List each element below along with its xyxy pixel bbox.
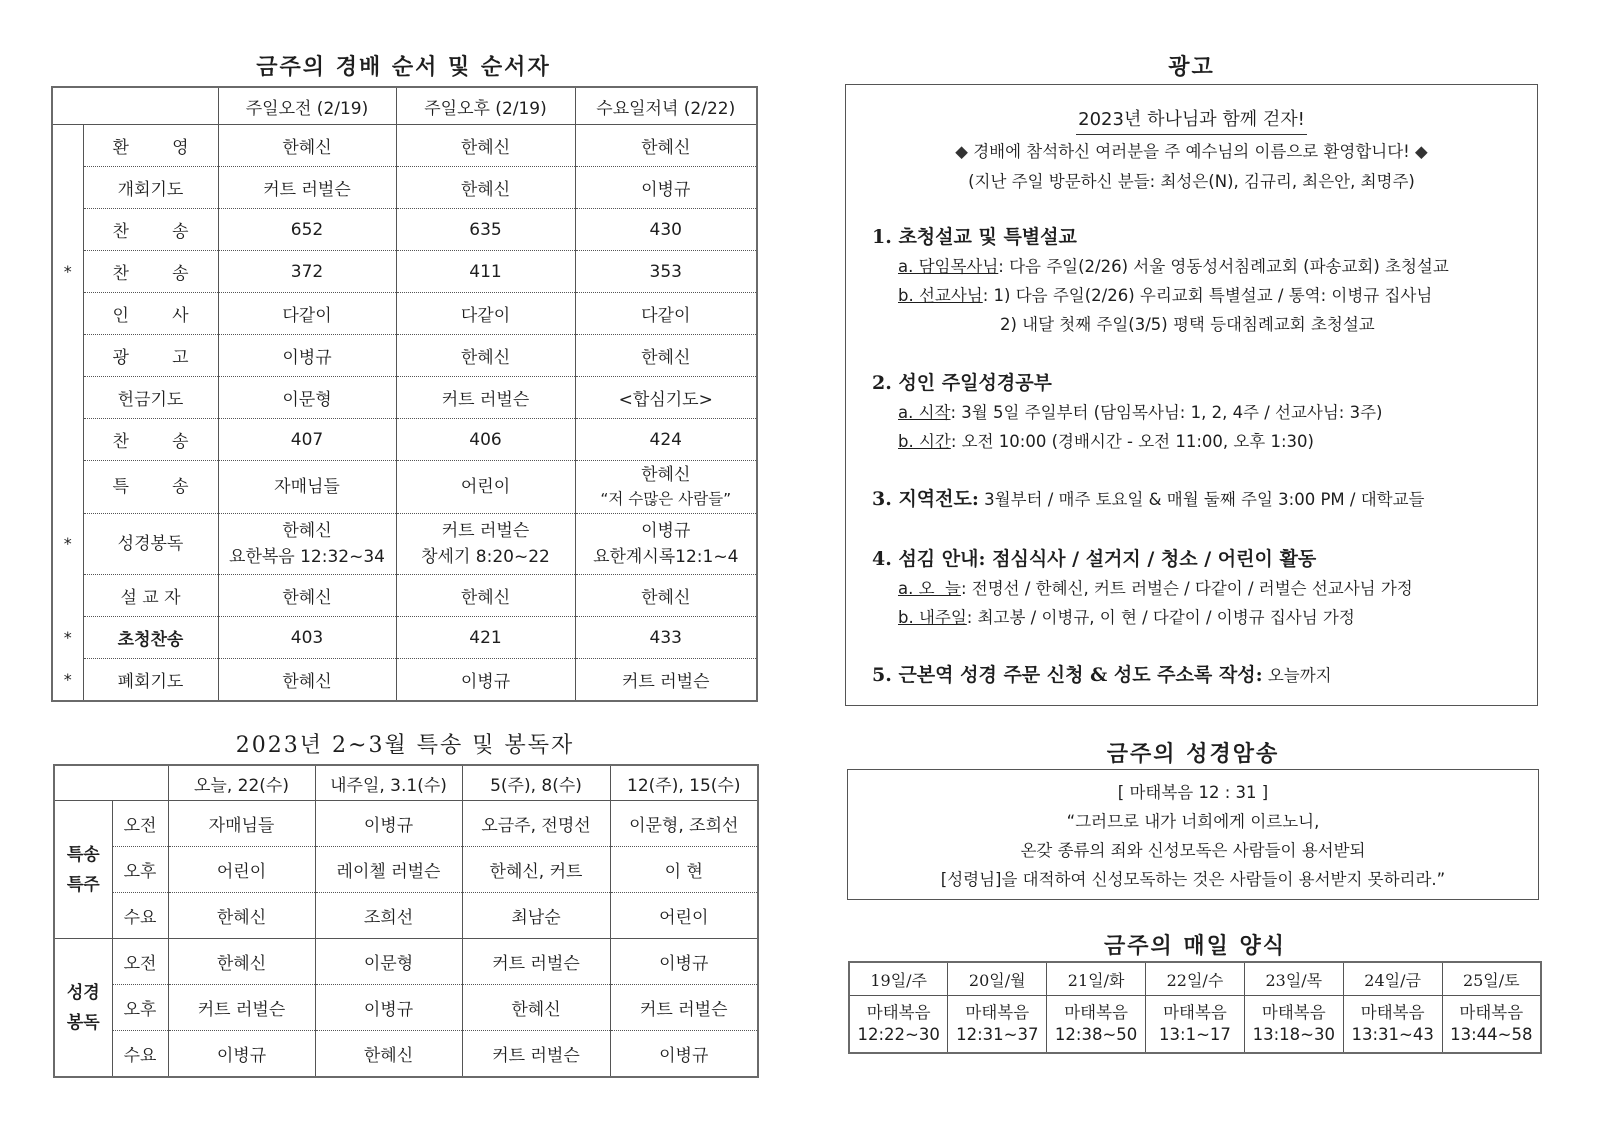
- cell: <합심기도>: [575, 377, 757, 419]
- cell: [396, 514, 575, 575]
- cell: [575, 461, 757, 514]
- cell: 커트 러벌슨: [462, 939, 610, 985]
- table-row: [54, 939, 758, 985]
- cell: 372: [218, 251, 396, 293]
- cell: 레이첼 러벌슨: [315, 847, 462, 893]
- row-label: 인 사: [83, 293, 218, 335]
- ad-item: [872, 544, 1413, 632]
- ad-item-title: 2. 성인 주일성경공부: [872, 372, 1052, 394]
- cell: 한혜신: [396, 125, 575, 167]
- cell: 커트 러벌슨: [610, 985, 758, 1031]
- cell: 한혜신: [462, 985, 610, 1031]
- cell: 한혜신: [218, 659, 396, 702]
- verse-line: [성령님]을 대적하여 신성모독하는 것은 사람들이 용서받지 못하리라.”: [940, 870, 1446, 889]
- row-label: 헌금기도: [83, 377, 218, 419]
- cell: 한혜신: [396, 335, 575, 377]
- day-header: 22일/수: [1146, 962, 1245, 996]
- cell-subline: 요한복음 12:32~34: [229, 547, 385, 567]
- day-header: 19일/주: [849, 962, 948, 996]
- time-label: 수요: [112, 893, 168, 939]
- row-label: 폐회기도: [83, 659, 218, 702]
- cell: 자매님들: [218, 461, 396, 514]
- ad-sub: b. 내주일: 최고봉 / 이병규, 이 현 / 다같이 / 이병규 집사님 가정: [898, 608, 1355, 627]
- cell: 이문형: [218, 377, 396, 419]
- star-marker: [52, 575, 83, 617]
- cell: 한혜신: [315, 1031, 462, 1078]
- cell: 이병규: [168, 1031, 315, 1078]
- cell: 자매님들: [168, 801, 315, 847]
- star-marker: *: [52, 251, 83, 293]
- reading-cell: 마태복음 13:1~17: [1146, 996, 1245, 1054]
- cell: 한혜신, 커트: [462, 847, 610, 893]
- row-label: 설 교 자: [83, 575, 218, 617]
- cell: 한혜신: [218, 575, 396, 617]
- time-label: 수요: [112, 1031, 168, 1078]
- table-row: [52, 617, 757, 659]
- verse-reference: [ 마태복음 12 : 31 ]: [1117, 783, 1269, 802]
- ad-item-title: 3. 지역전도:: [872, 488, 979, 510]
- star-marker: *: [52, 617, 83, 659]
- ad-item-text: 오늘까지: [1262, 666, 1332, 685]
- row-label: 찬 송: [83, 419, 218, 461]
- reading-cell: 마태복음 12:22~30: [849, 996, 948, 1054]
- table-header-row: [54, 765, 758, 801]
- cell-subline: 창세기 8:20~22: [421, 547, 550, 567]
- cell: 어린이: [610, 893, 758, 939]
- table-row: [52, 209, 757, 251]
- cell: 433: [575, 617, 757, 659]
- cell: 최남순: [462, 893, 610, 939]
- day-header: 20일/월: [948, 962, 1047, 996]
- table-row: [54, 801, 758, 847]
- star-marker: [52, 167, 83, 209]
- table-row: [52, 167, 757, 209]
- verse-section-title: 금주의 성경암송: [1106, 741, 1280, 767]
- cell: 한혜신: [168, 893, 315, 939]
- ad-item-text: 3월부터 / 매주 토요일 & 매월 둘째 주일 3:00 PM / 대학교들: [978, 490, 1425, 509]
- ad-sub: b. 시간: 오전 10:00 (경배시간 - 오전 11:00, 오후 1:30): [898, 432, 1314, 451]
- column-header: 12(주), 15(수): [610, 765, 758, 801]
- special-readers-table: [53, 764, 759, 1078]
- table-row: [52, 514, 757, 575]
- cell: 어린이: [168, 847, 315, 893]
- table-row: [52, 419, 757, 461]
- cell: 406: [396, 419, 575, 461]
- cell: 이병규: [610, 1031, 758, 1078]
- worship-order-table: [51, 86, 758, 702]
- cell: 다같이: [396, 293, 575, 335]
- cell: [218, 514, 396, 575]
- column-header: 주일오후 (2/19): [396, 87, 575, 125]
- star-marker: *: [52, 659, 83, 702]
- cell: 커트 러벌슨: [575, 659, 757, 702]
- star-marker: *: [52, 514, 83, 575]
- table-row: [52, 125, 757, 167]
- cell: 이병규: [396, 659, 575, 702]
- verse-line: “그러므로 내가 너희에게 이르노니,: [1066, 812, 1320, 831]
- cell: 한혜신: [396, 167, 575, 209]
- table-header-row: [849, 962, 1541, 996]
- row-label: 환 영: [83, 125, 218, 167]
- ad-sub: 2) 내달 첫째 주일(3/5) 평택 등대침례교회 초청설교: [1000, 315, 1375, 334]
- cell: 어린이: [396, 461, 575, 514]
- column-header: 5(주), 8(수): [462, 765, 610, 801]
- cell: 이 현: [610, 847, 758, 893]
- table-row: [52, 335, 757, 377]
- ad-item-title: 5. 근본역 성경 주문 신청 & 성도 주소록 작성:: [872, 664, 1263, 686]
- cell: 이문형: [315, 939, 462, 985]
- star-marker: [52, 377, 83, 419]
- table-row: [52, 461, 757, 514]
- row-label: 개회기도: [83, 167, 218, 209]
- cell: 다같이: [575, 293, 757, 335]
- time-label: 오전: [112, 801, 168, 847]
- cell: 이병규: [575, 167, 757, 209]
- star-marker: [52, 461, 83, 514]
- cell: 커트 러벌슨: [168, 985, 315, 1031]
- group-label: 성경 봉독: [54, 939, 112, 1078]
- cell-subline: 요한계시록12:1~4: [593, 547, 739, 567]
- ad-item-title: 4. 섬김 안내: 점심식사 / 설거지 / 청소 / 어린이 활동: [872, 548, 1317, 570]
- special-section-title: 2023년 2~3월 특송 및 봉독자: [235, 733, 575, 758]
- welcome-text: 경배에 참석하신 여러분을 주 예수님의 이름으로 환영합니다!: [973, 142, 1410, 161]
- row-label: 특 송: [83, 461, 218, 514]
- ad-sub: a. 오 늘: 전명선 / 한혜신, 커트 러벌슨 / 다같이 / 러벌슨 선교사님 가정: [898, 579, 1413, 598]
- cell-line: 커트 러벌슨: [441, 521, 530, 541]
- row-label: 찬 송: [83, 209, 218, 251]
- table-row: [52, 575, 757, 617]
- ads-section-title: 광고: [1168, 54, 1215, 80]
- day-header: 23일/목: [1244, 962, 1343, 996]
- reading-cell: 마태복음 13:44~58: [1442, 996, 1541, 1054]
- cell: 오금주, 전명선: [462, 801, 610, 847]
- cell: 407: [218, 419, 396, 461]
- cell: 635: [396, 209, 575, 251]
- visitors-line: (지난 주일 방문하신 분들: 최성은(N), 김규리, 최은안, 최명주): [968, 172, 1415, 191]
- cell: 이병규: [315, 801, 462, 847]
- ad-sub: b. 선교사님: 1) 다음 주일(2/26) 우리교회 특별설교 / 통역: 이병규 집사님: [898, 286, 1433, 305]
- table-row: [52, 377, 757, 419]
- cell: 한혜신: [575, 125, 757, 167]
- cell: 한혜신: [575, 575, 757, 617]
- column-header: 주일오전 (2/19): [218, 87, 396, 125]
- daily-reading-table: [848, 961, 1542, 1054]
- cell: 조희선: [315, 893, 462, 939]
- cell: 한혜신: [575, 335, 757, 377]
- cell-subline: “저 수많은 사람들”: [600, 490, 732, 508]
- star-marker: [52, 209, 83, 251]
- cell: 이병규: [315, 985, 462, 1031]
- header-corner: [54, 765, 168, 801]
- table-row: [54, 985, 758, 1031]
- table-header-row: [52, 87, 757, 125]
- star-marker: [52, 293, 83, 335]
- row-label: 광 고: [83, 335, 218, 377]
- cell: [575, 514, 757, 575]
- column-header: 수요일저녁 (2/22): [575, 87, 757, 125]
- cell: 커트 러벌슨: [218, 167, 396, 209]
- header-corner: [52, 87, 218, 125]
- ad-item: [872, 222, 1449, 339]
- ad-item: [872, 660, 1332, 691]
- cell: 424: [575, 419, 757, 461]
- cell: 한혜신: [396, 575, 575, 617]
- ad-sub: a. 시작: 3월 5일 주일부터 (담임목사님: 1, 2, 4주 / 선교사님: 3주): [898, 403, 1383, 422]
- table-row: [54, 1031, 758, 1078]
- cell: 403: [218, 617, 396, 659]
- cell: 430: [575, 209, 757, 251]
- day-header: 24일/금: [1343, 962, 1442, 996]
- cell-line: 한혜신: [282, 521, 332, 541]
- star-marker: [52, 335, 83, 377]
- star-marker: [52, 125, 83, 167]
- ads-headline: 2023년 하나님과 함께 걷자!: [1076, 105, 1307, 135]
- cell-line: 이병규: [641, 521, 691, 541]
- cell: 이문형, 조희선: [610, 801, 758, 847]
- ad-item: [872, 484, 1424, 515]
- cell: 421: [396, 617, 575, 659]
- table-row: [52, 659, 757, 702]
- reading-cell: 마태복음 12:38~50: [1047, 996, 1146, 1054]
- cell: 이병규: [218, 335, 396, 377]
- cell-line: 한혜신: [641, 465, 691, 485]
- group-label: 특송 특주: [54, 801, 112, 939]
- star-marker: [52, 419, 83, 461]
- day-header: 25일/토: [1442, 962, 1541, 996]
- diamond-icon: ◆: [955, 142, 968, 161]
- row-label: 초청찬송: [83, 617, 218, 659]
- reading-cell: 마태복음 13:18~30: [1244, 996, 1343, 1054]
- daily-section-title: 금주의 매일 양식: [1103, 933, 1287, 959]
- row-label: 찬 송: [83, 251, 218, 293]
- order-section-title: 금주의 경배 순서 및 순서자: [256, 54, 551, 80]
- time-label: 오전: [112, 939, 168, 985]
- cell: 652: [218, 209, 396, 251]
- cell: 한혜신: [218, 125, 396, 167]
- cell: 다같이: [218, 293, 396, 335]
- table-row: [54, 847, 758, 893]
- column-header: 내주일, 3.1(수): [315, 765, 462, 801]
- cell: 이병규: [610, 939, 758, 985]
- welcome-line: [846, 137, 1537, 167]
- cell: 353: [575, 251, 757, 293]
- time-label: 오후: [112, 985, 168, 1031]
- ad-item-title: 1. 초청설교 및 특별설교: [872, 226, 1077, 248]
- reading-cell: 마태복음 13:31~43: [1343, 996, 1442, 1054]
- table-row: [52, 251, 757, 293]
- cell: 한혜신: [168, 939, 315, 985]
- cell: 커트 러벌슨: [462, 1031, 610, 1078]
- verse-box: [847, 769, 1539, 900]
- row-label: 성경봉독: [83, 514, 218, 575]
- diamond-icon: ◆: [1415, 142, 1428, 161]
- ads-box: [845, 84, 1538, 706]
- ad-item: [872, 368, 1382, 456]
- cell: 커트 러벌슨: [396, 377, 575, 419]
- verse-line: 온갖 종류의 죄와 신성모독은 사람들이 용서받되: [1020, 841, 1366, 860]
- table-row: [849, 996, 1541, 1054]
- column-header: 오늘, 22(수): [168, 765, 315, 801]
- time-label: 오후: [112, 847, 168, 893]
- table-row: [52, 293, 757, 335]
- cell: 411: [396, 251, 575, 293]
- day-header: 21일/화: [1047, 962, 1146, 996]
- reading-cell: 마태복음 12:31~37: [948, 996, 1047, 1054]
- ad-sub: a. 담임목사님: 다음 주일(2/26) 서울 영동성서침례교회 (파송교회) 초청설교: [898, 257, 1449, 276]
- table-row: [54, 893, 758, 939]
